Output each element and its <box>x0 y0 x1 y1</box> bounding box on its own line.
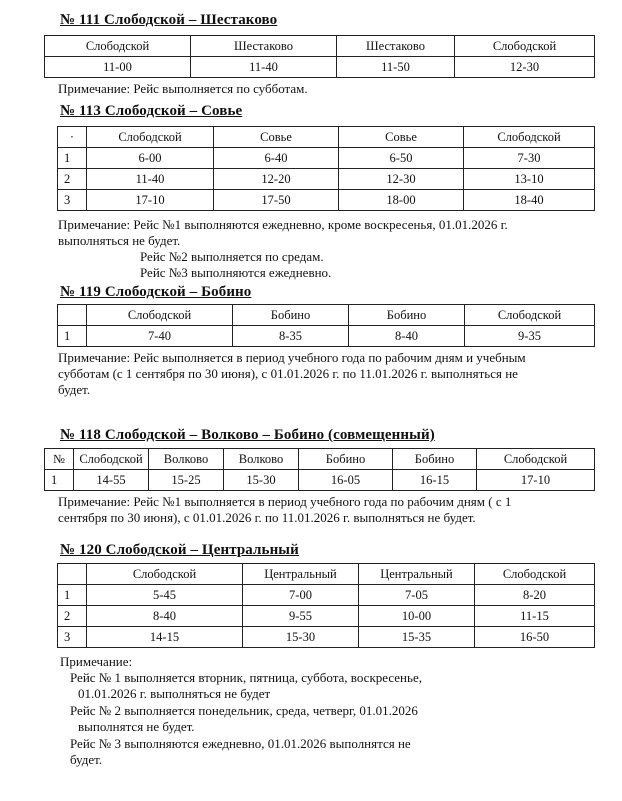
time-cell: 11-40 <box>87 169 214 190</box>
table-row <box>58 585 595 606</box>
table-row <box>58 148 595 169</box>
time-cell: 7-00 <box>243 585 359 606</box>
route-120-note-label: Примечание: <box>60 654 133 669</box>
route-118-title: № 118 Слободской – Волково – Бобино (совмещенный) <box>60 427 435 443</box>
time-cell: 14-15 <box>87 627 243 648</box>
time-cell: 12-20 <box>214 169 339 190</box>
time-cell: 11-15 <box>475 606 595 627</box>
route-111-note: Примечание: Рейс выполняется по субботам. <box>58 81 308 96</box>
time-cell: 5-45 <box>87 585 243 606</box>
route-119-table <box>57 304 595 347</box>
route-113-note-line-2: выполняться не будет. <box>58 233 181 248</box>
route-119-note-line-2: субботам (с 1 сентября по 30 июня), с 01.01.2026 г. по 11.01.2026 г. выполняться не <box>58 366 518 381</box>
time-cell: 6-50 <box>339 148 464 169</box>
header-cell: Центральный <box>359 564 475 585</box>
header-cell: Слободской <box>87 127 214 148</box>
header-cell: Волково <box>224 449 299 470</box>
table-row <box>58 326 595 347</box>
table-header-row <box>58 564 595 585</box>
time-cell: 11-40 <box>191 57 337 78</box>
route-120-note-trip-3-cont: будет. <box>70 752 103 767</box>
route-111-title: № 111 Слободской – Шестаково <box>60 12 278 28</box>
time-cell: 15-30 <box>243 627 359 648</box>
table-header-row <box>45 449 595 470</box>
time-cell: 7-05 <box>359 585 475 606</box>
table-row <box>58 190 595 211</box>
time-cell: 18-40 <box>464 190 595 211</box>
time-cell: 17-10 <box>477 470 595 491</box>
route-113-note-line-1: Примечание: Рейс №1 выполняются ежедневно, кроме воскресенья, 01.01.2026 г. <box>58 217 508 232</box>
route-120-note-trip-1-cont: 01.01.2026 г. выполняться не будет <box>78 686 271 701</box>
route-120-note-trip-3: Рейс № 3 выполняются ежедневно, 01.01.2026 выполнятся не <box>70 736 411 751</box>
header-cell: Слободской <box>87 564 243 585</box>
header-cell <box>58 305 87 326</box>
header-cell: Бобино <box>233 305 349 326</box>
header-cell: · <box>58 127 87 148</box>
header-cell: Слободской <box>475 564 595 585</box>
time-cell: 13-10 <box>464 169 595 190</box>
route-119-note-line-1: Примечание: Рейс выполняется в период учебного года по рабочим дням и учебным <box>58 350 526 365</box>
time-cell: 15-25 <box>149 470 224 491</box>
table-row <box>58 606 595 627</box>
header-cell <box>58 564 87 585</box>
time-cell: 12-30 <box>455 57 595 78</box>
time-cell: 16-15 <box>393 470 477 491</box>
route-120-table <box>57 563 595 648</box>
time-cell: 15-30 <box>224 470 299 491</box>
trip-number-cell: 3 <box>58 627 87 648</box>
table-row <box>58 169 595 190</box>
header-cell: Центральный <box>243 564 359 585</box>
route-119-title: № 119 Слободской – Бобино <box>60 284 252 300</box>
trip-number-cell: 1 <box>58 585 87 606</box>
route-113-note-line-3: Рейс №2 выполняется по средам. <box>140 249 324 264</box>
time-cell: 8-20 <box>475 585 595 606</box>
time-cell: 8-40 <box>87 606 243 627</box>
trip-number-cell: 2 <box>58 169 87 190</box>
time-cell: 6-40 <box>214 148 339 169</box>
header-cell: Бобино <box>393 449 477 470</box>
trip-number-cell: 3 <box>58 190 87 211</box>
trip-number-cell: 2 <box>58 606 87 627</box>
header-cell: Слободской <box>464 127 595 148</box>
table-header-row <box>45 36 595 57</box>
header-cell: Слободской <box>455 36 595 57</box>
header-cell: Шестаково <box>337 36 455 57</box>
route-113-table <box>57 126 595 211</box>
header-cell: Совье <box>339 127 464 148</box>
route-118-table <box>44 448 595 491</box>
header-cell: Слободской <box>74 449 149 470</box>
route-113-note-line-4: Рейс №3 выполняются ежедневно. <box>140 265 332 280</box>
time-cell: 14-55 <box>74 470 149 491</box>
table-row <box>58 627 595 648</box>
route-111-table <box>44 35 595 78</box>
table-row <box>45 57 595 78</box>
header-cell: Совье <box>214 127 339 148</box>
time-cell: 6-00 <box>87 148 214 169</box>
route-118-note-line-2: сентября по 30 июня), с 01.01.2026 г. по 11.01.2026 г. выполняться не будет. <box>58 510 476 525</box>
header-cell: Шестаково <box>191 36 337 57</box>
route-120-note-trip-2: Рейс № 2 выполняется понедельник, среда, четверг, 01.01.2026 <box>70 703 418 718</box>
header-cell: № <box>45 449 74 470</box>
table-row <box>45 470 595 491</box>
time-cell: 11-50 <box>337 57 455 78</box>
time-cell: 7-30 <box>464 148 595 169</box>
time-cell: 9-35 <box>465 326 595 347</box>
header-cell: Бобино <box>349 305 465 326</box>
route-120-note-trip-1: Рейс № 1 выполняется вторник, пятница, суббота, воскресенье, <box>70 670 422 685</box>
time-cell: 8-40 <box>349 326 465 347</box>
header-cell: Слободской <box>465 305 595 326</box>
route-120-note-trip-2-cont: выполнятся не будет. <box>78 719 195 734</box>
header-cell: Слободской <box>477 449 595 470</box>
time-cell: 12-30 <box>339 169 464 190</box>
table-header-row <box>58 305 595 326</box>
trip-number-cell: 1 <box>58 148 87 169</box>
header-cell: Волково <box>149 449 224 470</box>
time-cell: 17-50 <box>214 190 339 211</box>
time-cell: 15-35 <box>359 627 475 648</box>
time-cell: 16-50 <box>475 627 595 648</box>
route-119-note-line-3: будет. <box>58 382 91 397</box>
trip-number-cell: 1 <box>45 470 74 491</box>
time-cell: 10-00 <box>359 606 475 627</box>
header-cell: Слободской <box>87 305 233 326</box>
time-cell: 18-00 <box>339 190 464 211</box>
time-cell: 9-55 <box>243 606 359 627</box>
time-cell: 8-35 <box>233 326 349 347</box>
header-cell: Бобино <box>299 449 393 470</box>
time-cell: 16-05 <box>299 470 393 491</box>
time-cell: 17-10 <box>87 190 214 211</box>
table-header-row <box>58 127 595 148</box>
time-cell: 7-40 <box>87 326 233 347</box>
route-118-note-line-1: Примечание: Рейс №1 выполняется в период учебного года по рабочим дням ( с 1 <box>58 494 512 509</box>
route-120-title: № 120 Слободской – Центральный <box>60 542 299 558</box>
time-cell: 11-00 <box>45 57 191 78</box>
trip-number-cell: 1 <box>58 326 87 347</box>
route-113-title: № 113 Слободской – Совье <box>60 103 243 119</box>
header-cell: Слободской <box>45 36 191 57</box>
